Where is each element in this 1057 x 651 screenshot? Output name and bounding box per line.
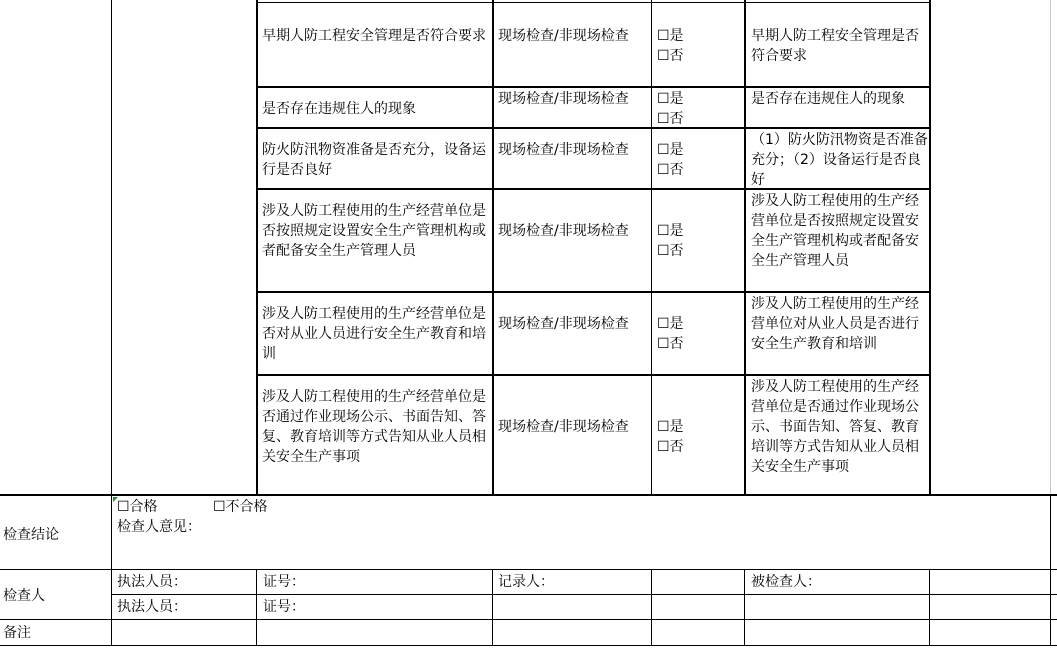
pass-checkbox[interactable]: ☐合格 (117, 499, 158, 515)
check-item: 防火防汛物资准备是否充分，设备运行是否良好 (262, 142, 486, 178)
table-border (492, 0, 494, 495)
table-border (0, 494, 1057, 496)
option-yes[interactable]: ☐是 (657, 91, 684, 107)
table-border (111, 594, 1057, 595)
check-basis: 涉及人防工程使用的生产经营单位对从业人员是否进行安全生产教育和培训 (751, 296, 919, 352)
table-border (111, 494, 112, 646)
option-yes[interactable]: ☐是 (657, 316, 684, 332)
fail-checkbox[interactable]: ☐不合格 (213, 499, 268, 515)
check-basis: 涉及人防工程使用的生产经营单位是否按照规定设置安全生产管理机构或者配备安全生产管理人员 (751, 193, 919, 269)
sheet-gridline (1050, 0, 1051, 495)
table-border (651, 0, 652, 495)
check-item: 涉及人防工程使用的生产经营单位是否通过作业现场公示、书面告知、答复、教育培训等方式告知从业人员相关安全生产事项 (262, 389, 486, 465)
cert-label: 证号： (263, 574, 305, 590)
check-basis: 早期人防工程安全管理是否符合要求 (751, 28, 919, 64)
option-no[interactable]: ☐否 (657, 48, 684, 64)
option-no[interactable]: ☐否 (657, 336, 684, 352)
conclusion-label-text: 检查结论 (3, 526, 59, 543)
option-no[interactable]: ☐否 (657, 243, 684, 259)
check-method: 现场检查/非现场检查 (498, 223, 629, 239)
table-border (492, 569, 493, 646)
check-basis: 涉及人防工程使用的生产经营单位是否通过作业现场公示、书面告知、答复、教育培训等方式告知从业人员相关安全生产事项 (751, 379, 919, 475)
check-basis: （1）防火防汛物资是否准备充分；（2）设备运行是否良好 (751, 132, 928, 188)
table-border (929, 569, 930, 646)
recorder-label: 记录人： (498, 574, 554, 590)
table-border (256, 86, 931, 88)
option-yes[interactable]: ☐是 (657, 28, 684, 44)
check-item: 是否存在违规住人的现象 (262, 101, 416, 117)
option-yes[interactable]: ☐是 (657, 142, 684, 158)
table-border (0, 619, 1057, 620)
check-method: 现场检查/非现场检查 (498, 91, 629, 107)
table-border (744, 569, 745, 646)
table-border (111, 0, 112, 495)
table-border (256, 127, 931, 129)
check-method: 现场检查/非现场检查 (498, 142, 629, 158)
table-border (651, 569, 652, 646)
option-no[interactable]: ☐否 (657, 162, 684, 178)
inspector-label-text: 检查人 (3, 588, 45, 604)
table-border (0, 569, 1057, 570)
remarks-label: 备注 (3, 625, 31, 641)
check-basis: 是否存在违规住人的现象 (751, 91, 905, 107)
table-border (929, 0, 931, 495)
table-border (744, 0, 746, 495)
check-item: 早期人防工程安全管理是否符合要求 (262, 28, 486, 44)
table-border (256, 2, 931, 3)
table-border (256, 0, 258, 495)
conclusion-label (3, 496, 111, 571)
table-border (1050, 494, 1051, 646)
option-no[interactable]: ☐否 (657, 439, 684, 455)
table-border (256, 374, 931, 376)
cert-label: 证号： (263, 599, 305, 615)
officer-label: 执法人员： (117, 574, 187, 590)
check-method: 现场检查/非现场检查 (498, 316, 629, 332)
option-yes[interactable]: ☐是 (657, 223, 684, 239)
table-border (256, 188, 931, 190)
check-method: 现场检查/非现场检查 (498, 28, 629, 44)
option-no[interactable]: ☐否 (657, 111, 684, 127)
check-item: 涉及人防工程使用的生产经营单位是否按照规定设置安全生产管理机构或者配备安全生产管理人员 (262, 203, 486, 259)
table-border (0, 645, 1057, 646)
check-method: 现场检查/非现场检查 (498, 419, 629, 435)
inspected-party-label: 被检查人： (751, 574, 821, 590)
table-border (256, 569, 257, 646)
check-item: 涉及人防工程使用的生产经营单位是否对从业人员进行安全生产教育和培训 (262, 306, 486, 362)
inspector-label (3, 571, 111, 619)
table-border (256, 291, 931, 293)
opinion-label: 检查人意见： (117, 519, 201, 535)
officer-label: 执法人员： (117, 599, 187, 615)
option-yes[interactable]: ☐是 (657, 419, 684, 435)
